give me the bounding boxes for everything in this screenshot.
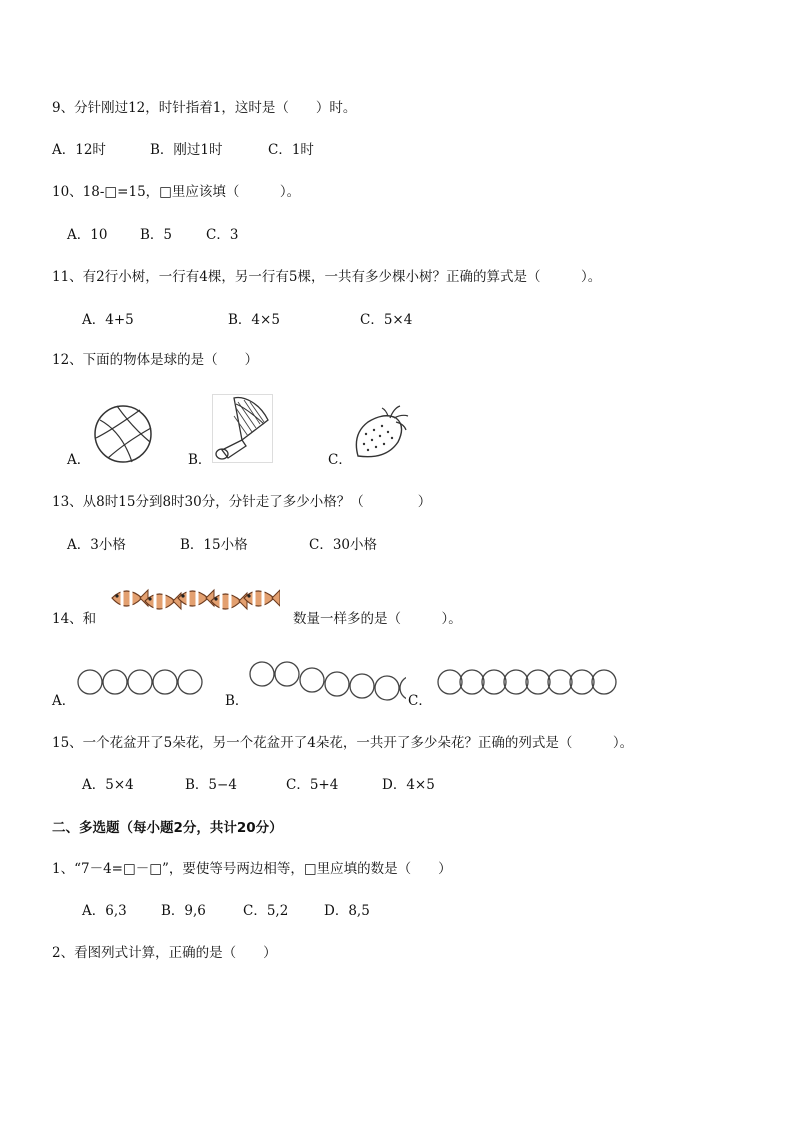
count-circle: [178, 670, 202, 694]
multi-question-1-option-b[interactable]: B．9,6: [161, 903, 206, 919]
count-circle: [300, 668, 324, 692]
count-circle: [103, 670, 127, 694]
fish-icon: [112, 589, 148, 607]
question-15-option-b[interactable]: B．5−4: [185, 777, 237, 793]
question-13-option-a[interactable]: A．3小格: [67, 537, 126, 553]
question-12-option-b[interactable]: B．: [188, 452, 212, 468]
question-12-option-a[interactable]: A．: [67, 452, 91, 468]
count-circle: [128, 670, 152, 694]
count-circle: [400, 676, 406, 700]
question-11-option-b[interactable]: B．4×5: [228, 312, 280, 328]
count-circle: [548, 670, 572, 694]
question-15-stem: 15、一个花盆开了5朵花，另一个花盆开了4朵花，一共开了多少朵花？正确的列式是（ ）。: [52, 735, 634, 751]
count-circle: [250, 662, 274, 686]
question-12-stem: 12、下面的物体是球的是（ ）: [52, 352, 259, 368]
question-15-option-d[interactable]: D．4×5: [382, 777, 435, 793]
question-14-option-c[interactable]: C．: [408, 693, 432, 709]
question-14-option-b[interactable]: B．: [225, 693, 249, 709]
circle-group-a[interactable]: [76, 668, 206, 704]
fish-icon: [145, 592, 181, 610]
question-15-option-c[interactable]: C．5+4: [286, 777, 339, 793]
shuttlecock-icon[interactable]: [212, 394, 274, 464]
count-circle: [526, 670, 550, 694]
question-11-option-a[interactable]: A．4+5: [82, 312, 134, 328]
section-2-heading: 二、多选题（每小题2分，共计20分）: [52, 820, 283, 836]
question-10-stem: 10、18-□=15，□里应该填（ ）。: [52, 184, 301, 200]
multi-question-1-option-c[interactable]: C．5,2: [243, 903, 289, 919]
fish-row-image: [108, 580, 280, 620]
question-15-option-a[interactable]: A．5×4: [82, 777, 134, 793]
basketball-icon[interactable]: [92, 402, 156, 464]
count-circle: [504, 670, 528, 694]
circle-group-c[interactable]: [436, 668, 618, 704]
question-11-stem: 11、有2行小树，一行有4棵，另一行有5棵，一共有多少棵小树？正确的算式是（ ）。: [52, 269, 602, 285]
question-14-stem-suffix: 数量一样多的是（ ）。: [293, 611, 462, 627]
question-14-option-a[interactable]: A．: [52, 693, 76, 709]
strawberry-icon[interactable]: [350, 404, 410, 464]
question-10-option-a[interactable]: A．10: [67, 227, 108, 243]
question-10-option-b[interactable]: B．5: [140, 227, 173, 243]
question-13-option-c[interactable]: C．30小格: [309, 537, 378, 553]
fish-icon: [244, 589, 280, 607]
question-10-option-c[interactable]: C．3: [206, 227, 239, 243]
question-9-option-b[interactable]: B．刚过1时: [150, 142, 223, 158]
count-circle: [375, 676, 399, 700]
count-circle: [438, 670, 462, 694]
question-11-option-c[interactable]: C．5×4: [360, 312, 413, 328]
circle-group-b[interactable]: [248, 660, 406, 704]
count-circle: [460, 670, 484, 694]
fish-icon: [211, 592, 247, 610]
count-circle: [153, 670, 177, 694]
count-circle: [78, 670, 102, 694]
count-circle: [482, 670, 506, 694]
multi-question-1-stem: 1、“7－4=□－□”，要使等号两边相等，□里应填的数是（ ）: [52, 861, 452, 877]
count-circle: [325, 672, 349, 696]
multi-question-1-option-a[interactable]: A．6,3: [82, 903, 127, 919]
count-circle: [592, 670, 616, 694]
multi-question-2-stem: 2、看图列式计算，正确的是（ ）: [52, 945, 277, 961]
question-9-option-c[interactable]: C．1时: [268, 142, 314, 158]
count-circle: [275, 662, 299, 686]
question-13-option-b[interactable]: B．15小格: [180, 537, 248, 553]
multi-question-1-option-d[interactable]: D．8,5: [324, 903, 370, 919]
question-12-option-c[interactable]: C．: [328, 452, 352, 468]
question-14-stem-prefix: 14、和: [52, 611, 97, 627]
count-circle: [350, 674, 374, 698]
count-circle: [570, 670, 594, 694]
question-9-stem: 9、分针刚过12，时针指着1，这时是（ ）时。: [52, 100, 357, 116]
question-13-stem: 13、从8时15分到8时30分，分针走了多少小格？（ ）: [52, 494, 432, 510]
fish-icon: [178, 589, 214, 607]
question-9-option-a[interactable]: A．12时: [52, 142, 106, 158]
